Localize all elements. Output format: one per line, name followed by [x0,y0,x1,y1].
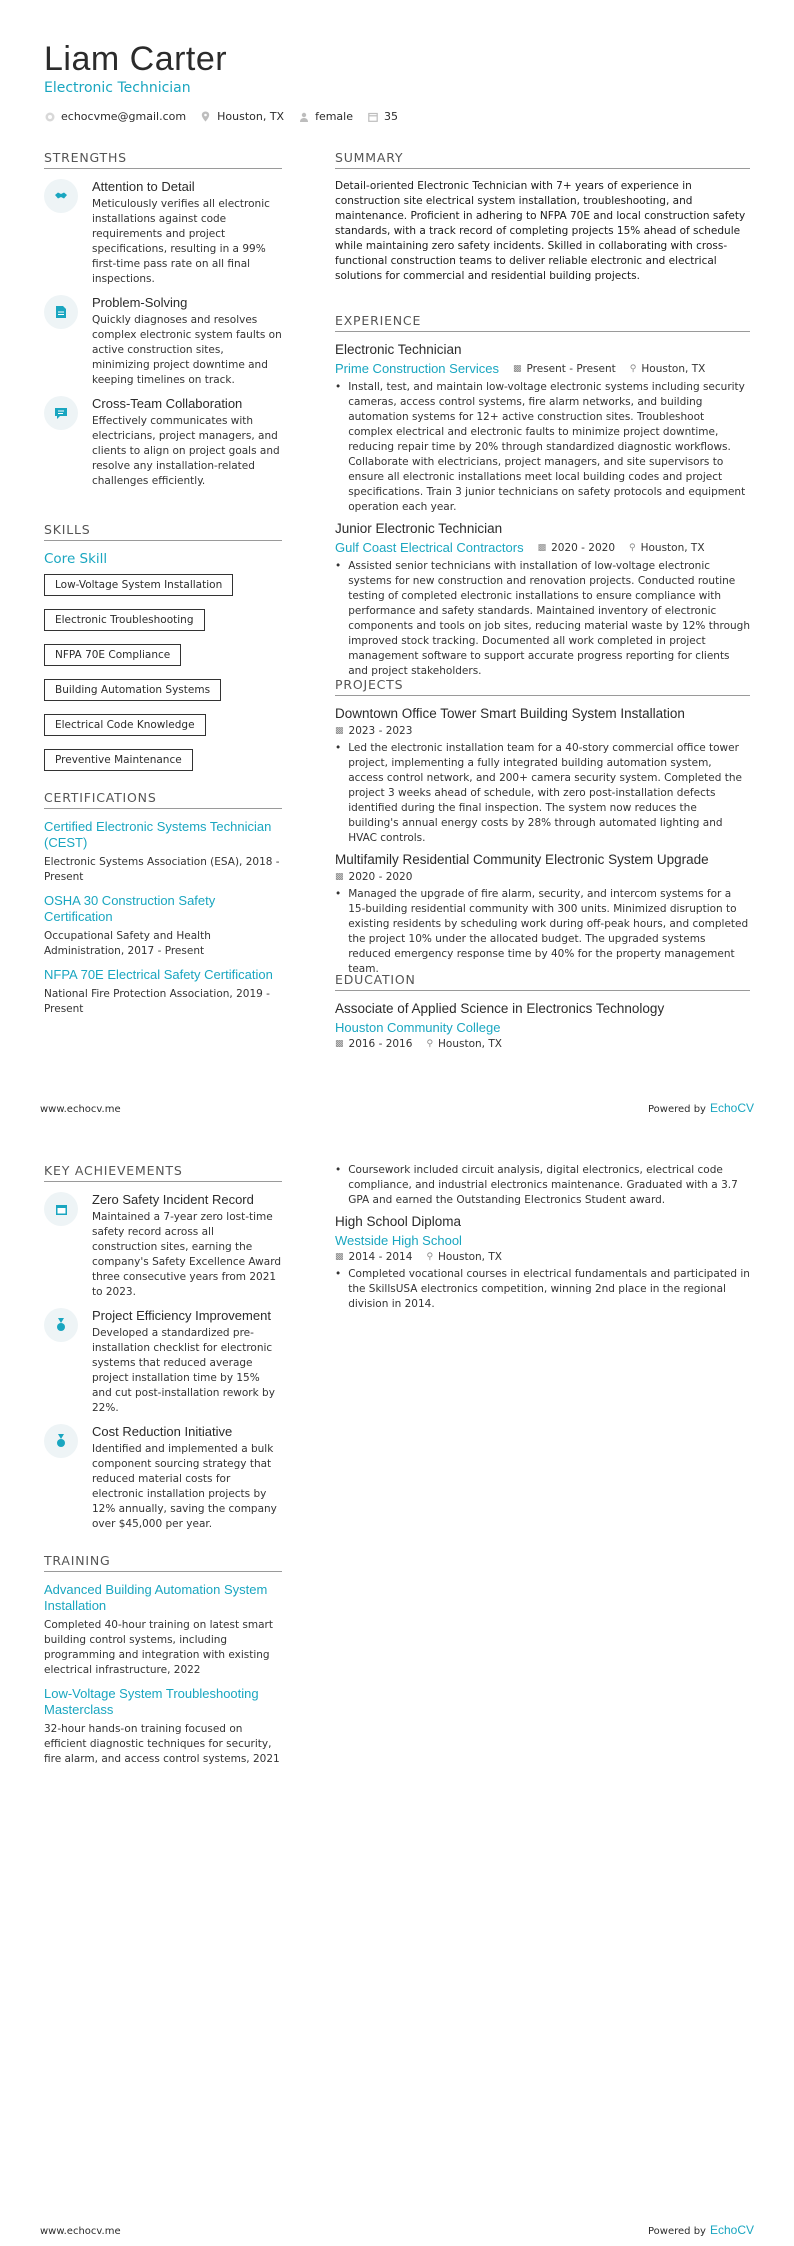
email-icon [44,111,55,122]
achievement-item [44,1308,282,1416]
experience-heading: EXPERIENCE [335,313,750,332]
training-desc: 32-hour hands-on training focused on efficient diagnostic techniques for security, fire alarm, and access control systems, 2021 [44,1723,280,1765]
job-dates: 2020 - 2020 [551,541,616,554]
project-dates: 2020 - 2020 [348,871,413,883]
location-icon: ⚲ [629,363,637,374]
education-location: Houston, TX [438,1038,502,1050]
company-name: Gulf Coast Electrical Contractors [335,540,524,555]
degree-title: Associate of Applied Science in Electronics Technology [335,1001,665,1016]
location-icon: ⚲ [426,1252,434,1262]
school-name: Houston Community College [335,1020,501,1035]
document-icon [44,295,78,329]
skill-tag: NFPA 70E Compliance [44,644,181,666]
calendar-icon: ▩ [335,1039,344,1049]
calendar-icon: ▩ [335,872,344,882]
user-icon [298,111,309,122]
resume-role: Electronic Technician [44,80,191,96]
skill-tag: Preventive Maintenance [44,749,193,771]
school-name: Westside High School [335,1233,462,1248]
skills-heading: SKILLS [44,522,282,541]
footer-site[interactable]: www.echocv.me [40,2226,121,2237]
brand-logo[interactable]: EchoCV [709,1101,754,1115]
projects-section [335,677,750,983]
training-title: Advanced Building Automation System Installation [44,1582,268,1613]
contact-age: 35 [384,110,398,123]
achievement-title: Zero Safety Incident Record [92,1192,254,1207]
contact-bar [44,110,398,123]
medal-icon [44,1424,78,1458]
cert-desc: Occupational Safety and Health Administration, 2017 - Present [44,930,211,957]
summary-section [335,150,750,284]
contact-email[interactable]: echocvme@gmail.com [61,110,187,123]
achievement-desc: Maintained a 7-year zero lost-time safety record across all construction sites, earning the company's Safety Excellence Award three consecutive years from 2021 to 2023. [92,1211,282,1298]
calendar-icon: ▩ [335,726,344,736]
strength-desc: Quickly diagnoses and resolves complex electronic system faults on active construction sites, minimizing project downtime and keeping timelines on track. [92,314,282,386]
job-bullet: • Install, test, and maintain low-voltage electronic systems including security cameras, access control systems, fire alarm networks, and building automation systems for 12+ active construction sites. Troubleshoot complex electrical and electronic faults to minimize project downtime, reducing repair time by 20% through standardized diagnostic workflows. Collaborate with electricians, project managers, and site supervisors to ensure all electronic installations meet local building codes and project specifications. Train 3 junior technicians on safety protocols and equipment operation each year. [335,381,746,513]
skill-tag: Electronic Troubleshooting [44,609,205,631]
project-bullet: • Led the electronic installation team for a 40-story commercial office tower project, implementing a fully integrated building automation system, access control network, and 200+ camera security system. Completed the project 3 weeks ahead of schedule, with zero post-installation defects identified during the final inspection. The system now reduces the building's annual energy costs by 28% through automated lighting and HVAC controls. [335,742,742,844]
certifications-section [44,790,282,1025]
strength-item [44,179,282,287]
education-heading: EDUCATION [335,972,750,991]
summary-text: Detail-oriented Electronic Technician with 7+ years of experience in construction site electrical system installation, troubleshooting, and maintenance. Proficient in adhering to NFPA 70E and local construction safety standards, with a track record of completing projects 15% ahead of schedule while maintaining zero safety incidents. Skilled in collaborating with cross-functional construction teams to deliver reliable electronic and electrical solutions for commercial and residential building projects. [335,180,746,282]
calendar-icon [367,111,378,122]
education-bullet: • Completed vocational courses in electrical fundamentals and participated in the SkillsUSA electronics competition, winning 2nd place in the regional division in 2014. [335,1268,750,1310]
skills-section [44,522,282,783]
project-bullet: • Managed the upgrade of fire alarm, security, and intercom systems for a 15-building residential community with 300 units. Minimized disruption to existing residents by scheduling work during off-peak hours, and completed the project 10% under the allocated budget. The upgraded systems reduced emergency response time by 40% for the property management team. [335,888,749,975]
cert-title: OSHA 30 Construction Safety Certification [44,893,216,924]
projects-heading: PROJECTS [335,677,750,696]
company-name: Prime Construction Services [335,361,499,376]
brand-logo[interactable]: EchoCV [709,2223,754,2237]
strength-desc: Meticulously verifies all electronic installations against code requirements and project specifications, resulting in a 99% first-time pass rate on all final inspections. [92,198,270,285]
cert-title: Certified Electronic Systems Technician (CEST) [44,819,272,850]
strength-title: Cross-Team Collaboration [92,396,243,411]
calendar-icon: ▩ [513,363,522,374]
project-dates: 2023 - 2023 [348,725,413,737]
strength-item [44,295,282,388]
education-dates: 2016 - 2016 [348,1038,413,1050]
summary-heading: SUMMARY [335,150,750,169]
degree-title: High School Diploma [335,1214,462,1229]
cert-desc: National Fire Protection Association, 2019 - Present [44,988,270,1015]
project-title: Multifamily Residential Community Electronic System Upgrade [335,852,709,867]
experience-section [335,313,750,685]
skill-tag: Electrical Code Knowledge [44,714,206,736]
strength-desc: Effectively communicates with electricians, project managers, and clients to align on project goals and resolve any installation-related challenges efficiently. [92,415,280,487]
job-bullet: • Assisted senior technicians with installation of low-voltage electronic systems for new construction and renovation projects. Conducted routine testing of completed electronic installations to ensure compliance with performance and safety standards. Maintained inventory of electronic components and tools on job sites, reducing material waste by 12% through improved stock tracking. Documented all work completed in project management software to support accurate progress reporting for clients and project stakeholders. [335,560,750,677]
calendar-icon: ▩ [335,1252,344,1262]
job-dates: Present - Present [526,362,616,375]
cert-desc: Electronic Systems Association (ESA), 2018 - Present [44,856,280,883]
strength-title: Problem-Solving [92,295,188,310]
achievements-heading: KEY ACHIEVEMENTS [44,1163,282,1182]
footer-powered: Powered by EchoCV [648,1101,754,1115]
skill-tag: Low-Voltage System Installation [44,574,233,596]
contact-gender: female [315,110,353,123]
achievement-title: Cost Reduction Initiative [92,1424,233,1439]
chat-icon [44,396,78,430]
job-location: Houston, TX [641,362,706,375]
medal-icon [44,1308,78,1342]
achievements-section [44,1163,282,1540]
project-title: Downtown Office Tower Smart Building System Installation [335,706,685,721]
footer-site[interactable]: www.echocv.me [40,1104,121,1115]
training-heading: TRAINING [44,1553,282,1572]
skills-subtitle: Core Skill [44,551,108,567]
location-icon [200,111,211,122]
contact-location: Houston, TX [217,110,285,123]
achievement-desc: Identified and implemented a bulk component sourcing strategy that reduced material costs for electronic installation projects by 12% annually, saving the company over $45,000 per year. [92,1443,277,1530]
achievement-title: Project Efficiency Improvement [92,1308,271,1323]
education-bullet: • Coursework included circuit analysis, digital electronics, electrical code compliance, and industrial electronics maintenance. Graduated with a 3.7 GPA and earned the Outstanding Electronics Student award. [335,1164,738,1206]
education-dates: 2014 - 2014 [348,1251,413,1263]
training-section [44,1553,282,1775]
resume-name: Liam Carter [44,40,228,78]
handshake-icon [44,179,78,213]
training-desc: Completed 40-hour training on latest smart building control systems, including programming and integration with existing electrical infrastructure, 2022 [44,1619,273,1676]
education-continued [335,1163,750,1318]
job-title: Electronic Technician [335,342,462,357]
education-location: Houston, TX [438,1251,502,1263]
achievement-item [44,1424,282,1532]
achievement-desc: Developed a standardized pre-installation checklist for electronic systems that reduced average project installation time by 15% and cut post-installation rework by 22%. [92,1327,275,1414]
skill-tag: Building Automation Systems [44,679,221,701]
strength-item [44,396,282,489]
location-icon: ⚲ [426,1039,434,1049]
calendar-check-icon [44,1192,78,1226]
calendar-icon: ▩ [537,542,547,553]
job-location: Houston, TX [640,541,705,554]
strength-title: Attention to Detail [92,179,195,194]
job-title: Junior Electronic Technician [335,521,503,536]
certifications-heading: CERTIFICATIONS [44,790,282,809]
footer-powered: Powered by EchoCV [648,2223,754,2237]
education-section [335,972,750,1054]
left-column-page-1 [44,150,282,497]
training-title: Low-Voltage System Troubleshooting Masterclass [44,1686,259,1717]
achievement-item [44,1192,282,1300]
cert-title: NFPA 70E Electrical Safety Certification [44,967,273,982]
strengths-heading: STRENGTHS [44,150,282,169]
location-icon: ⚲ [629,542,636,553]
